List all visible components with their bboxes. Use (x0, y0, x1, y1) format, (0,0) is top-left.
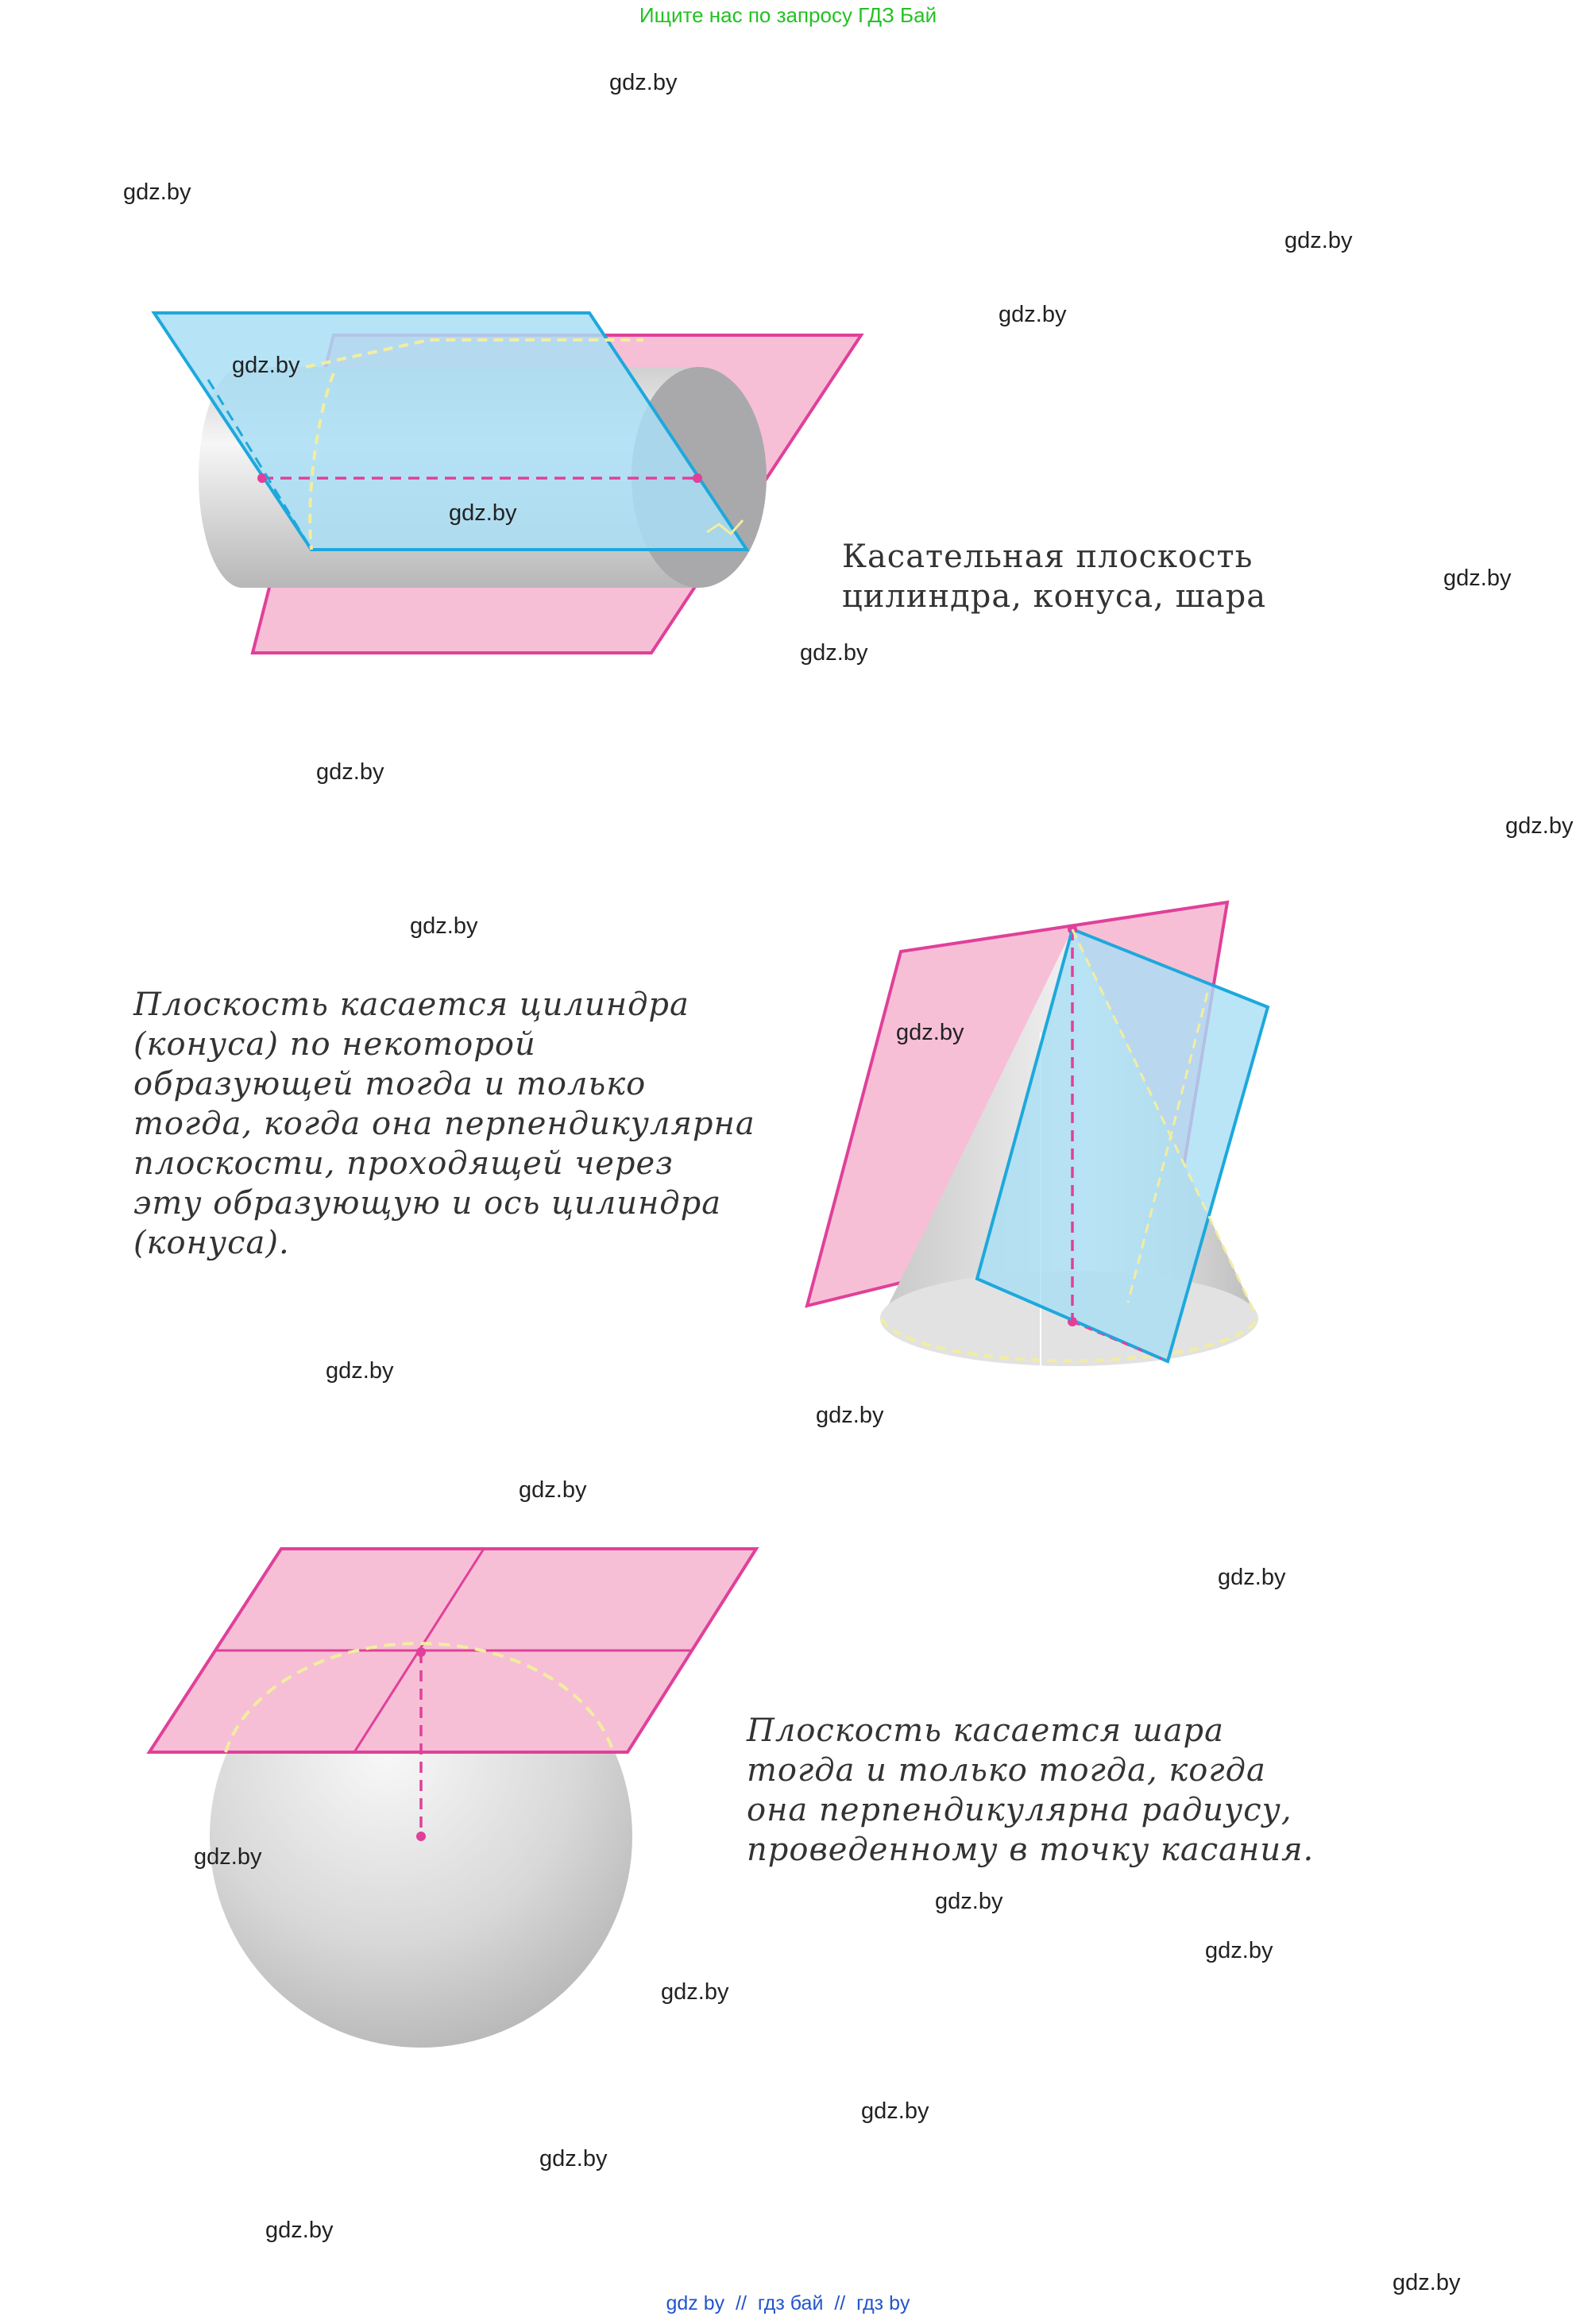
watermark: gdz.by (1505, 813, 1574, 839)
watermark: gdz.by (661, 1979, 729, 2005)
watermark: gdz.by (123, 180, 191, 205)
watermark: gdz.by (609, 70, 678, 95)
watermark: gdz.by (1218, 1565, 1286, 1590)
rule-line: плоскости, проходящей через (133, 1145, 674, 1182)
watermark: gdz.by (816, 1403, 884, 1428)
watermark: gdz.by (999, 302, 1067, 327)
watermark: gdz.by (232, 353, 300, 378)
watermark: gdz.by (265, 2218, 334, 2243)
rule-line: проведенному в точку касания. (747, 1832, 1315, 1868)
watermark: gdz.by (326, 1358, 394, 1384)
watermark: gdz.by (896, 1020, 964, 1045)
watermark: gdz.by (539, 2146, 608, 2172)
cone-figure (807, 902, 1268, 1366)
heading-line-1: Касательная плоскость (842, 539, 1253, 575)
watermark: gdz.by (1393, 2270, 1461, 2295)
top-banner: Ищите нас по запросу ГДЗ Бай (639, 3, 937, 27)
watermark: gdz.by (1284, 228, 1353, 253)
section-heading (842, 537, 1266, 616)
rule-line: (конуса) по некоторой (133, 1026, 536, 1063)
watermark: gdz.by (1443, 566, 1512, 591)
watermark: gdz.by (316, 759, 384, 785)
rule-line: (конуса). (133, 1225, 290, 1261)
watermark: gdz.by (861, 2098, 929, 2124)
watermark: gdz.by (800, 640, 868, 666)
watermark: gdz.by (1205, 1938, 1273, 1963)
watermark: gdz.by (449, 500, 517, 526)
rule-line: образующей тогда и только (133, 1066, 647, 1102)
rule-line: она перпендикулярна радиусу, (747, 1792, 1292, 1828)
rule-line: тогда, когда она перпендикулярна (133, 1106, 755, 1142)
watermark: gdz.by (935, 1889, 1003, 1914)
footer-links: gdz by // гдз бай // гдз by (666, 2292, 910, 2314)
watermark: gdz.by (410, 913, 478, 939)
rule-line: Плоскость касается цилиндра (133, 986, 690, 1023)
cylinder-cone-rule (133, 985, 755, 1263)
watermark: gdz.by (519, 1477, 587, 1503)
sphere-figure (149, 1549, 756, 2048)
watermark: gdz.by (194, 1844, 262, 1870)
sphere-rule (747, 1711, 1314, 1870)
rule-line: Плоскость касается шара (747, 1712, 1225, 1749)
rule-line: эту образующую и ось цилиндра (133, 1185, 722, 1222)
heading-line-2: цилиндра, конуса, шара (842, 578, 1267, 615)
rule-line: тогда и только тогда, когда (747, 1752, 1266, 1789)
